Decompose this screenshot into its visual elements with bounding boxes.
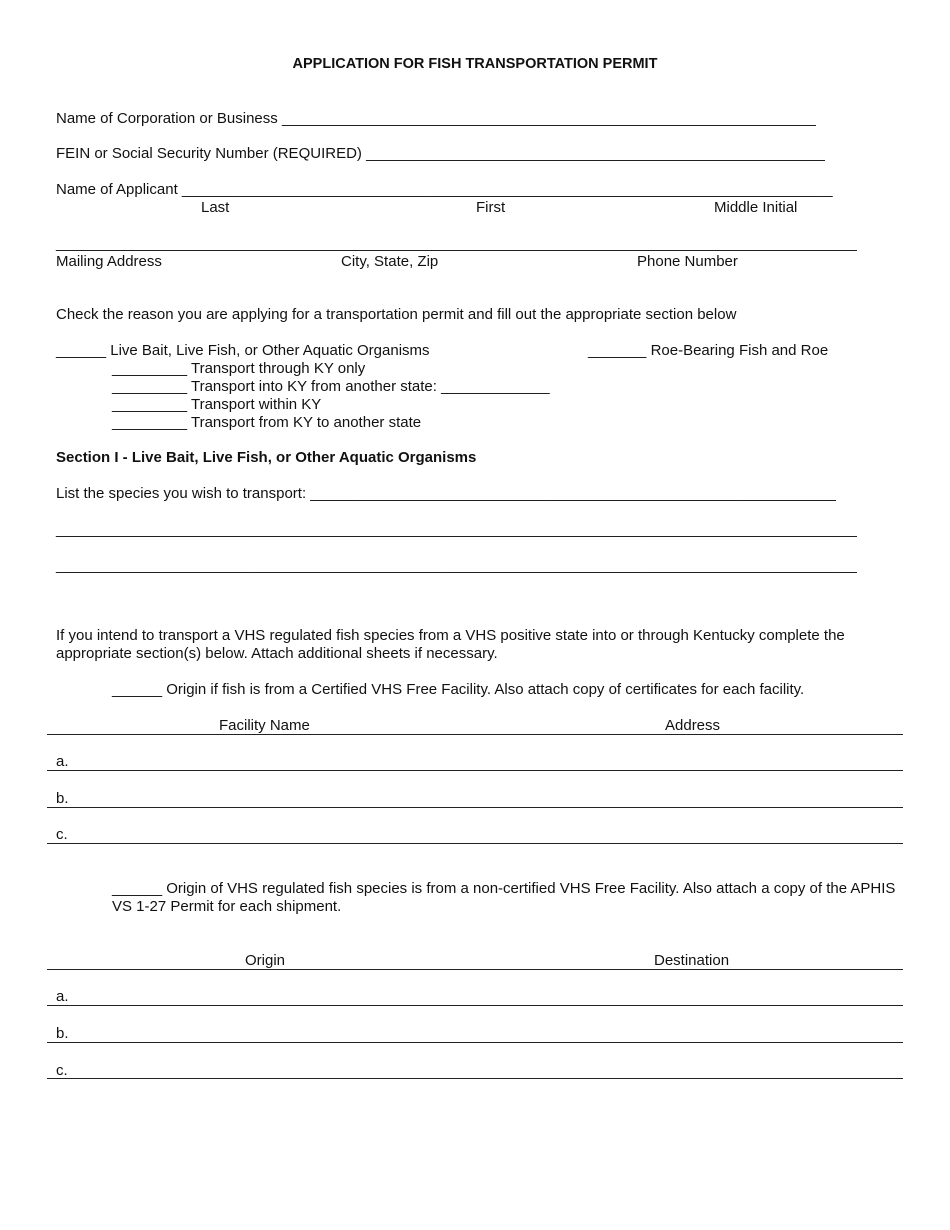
certified-facility-checkbox[interactable]: ______ Origin if fish is from a Certified VHS Free Facility. Also attach copy of certificates for each facility.	[112, 681, 805, 698]
facility-row-c-label: c.	[56, 826, 68, 843]
facility-row-b-label: b.	[56, 790, 69, 807]
species-field[interactable]: List the species you wish to transport: _______________________________________________________________	[56, 485, 836, 502]
facility-row-a-line[interactable]	[47, 770, 903, 771]
origin-row-c-line[interactable]	[47, 1078, 903, 1079]
roe-bearing-checkbox[interactable]: _______ Roe-Bearing Fish and Roe	[588, 342, 829, 359]
non-certified-facility-checkbox[interactable]: ______ Origin of VHS regulated fish species is from a non-certified VHS Free Facility. Also attach a copy of the APHIS VS 1-27 Permit for each shipment.	[112, 880, 896, 915]
middle-initial-label: Middle Initial	[714, 199, 798, 216]
vhs-intro-text: If you intend to transport a VHS regulated fish species from a VHS positive state into or through Kentucky complete the appropriate section(s) below. Attach additional sheets if necessary.	[56, 627, 845, 662]
facility-name-header: Facility Name	[219, 717, 310, 734]
transport-into-ky-checkbox[interactable]: _________ Transport into KY from another state: _____________	[112, 378, 550, 395]
reason-instruction: Check the reason you are applying for a transportation permit and fill out the appropriate section below	[56, 306, 737, 323]
form-title: APPLICATION FOR FISH TRANSPORTATION PERMIT	[292, 56, 658, 72]
facility-row-b-line[interactable]	[47, 807, 903, 808]
applicant-name-field[interactable]: Name of Applicant ______________________________________________________________________________	[56, 181, 833, 198]
section-1-heading: Section I - Live Bait, Live Fish, or Other Aquatic Organisms	[56, 449, 477, 466]
first-name-label: First	[476, 199, 506, 216]
table-header-rule	[47, 734, 903, 735]
origin-header: Origin	[245, 952, 286, 969]
last-name-label: Last	[201, 199, 230, 216]
origin-row-a-line[interactable]	[47, 1005, 903, 1006]
species-blank-line-1[interactable]: ________________________________________________________________________________________________	[56, 521, 857, 538]
address-header: Address	[665, 717, 721, 734]
transport-within-ky-checkbox[interactable]: _________ Transport within KY	[112, 396, 322, 413]
facility-row-c-line[interactable]	[47, 843, 903, 844]
origin-table-header-rule	[47, 969, 903, 970]
transport-through-ky-checkbox[interactable]: _________ Transport through KY only	[112, 360, 366, 377]
business-name-field[interactable]: Name of Corporation or Business ________________________________________________________________	[56, 110, 816, 127]
address-field[interactable]: ________________________________________________________________________________________________	[56, 235, 857, 252]
species-blank-line-2[interactable]: ________________________________________________________________________________________________	[56, 557, 857, 574]
origin-row-a-label: a.	[56, 988, 69, 1005]
mailing-address-label: Mailing Address	[56, 253, 162, 270]
phone-number-label: Phone Number	[637, 253, 738, 270]
transport-from-ky-checkbox[interactable]: _________ Transport from KY to another state	[112, 414, 422, 431]
origin-row-b-label: b.	[56, 1025, 69, 1042]
city-state-zip-label: City, State, Zip	[341, 253, 439, 270]
fein-ssn-field[interactable]: FEIN or Social Security Number (REQUIRED) _______________________________________________________	[56, 145, 825, 162]
live-organisms-checkbox[interactable]: ______ Live Bait, Live Fish, or Other Aquatic Organisms	[56, 342, 430, 359]
facility-row-a-label: a.	[56, 753, 69, 770]
origin-row-b-line[interactable]	[47, 1042, 903, 1043]
origin-row-c-label: c.	[56, 1062, 68, 1079]
destination-header: Destination	[654, 952, 730, 969]
